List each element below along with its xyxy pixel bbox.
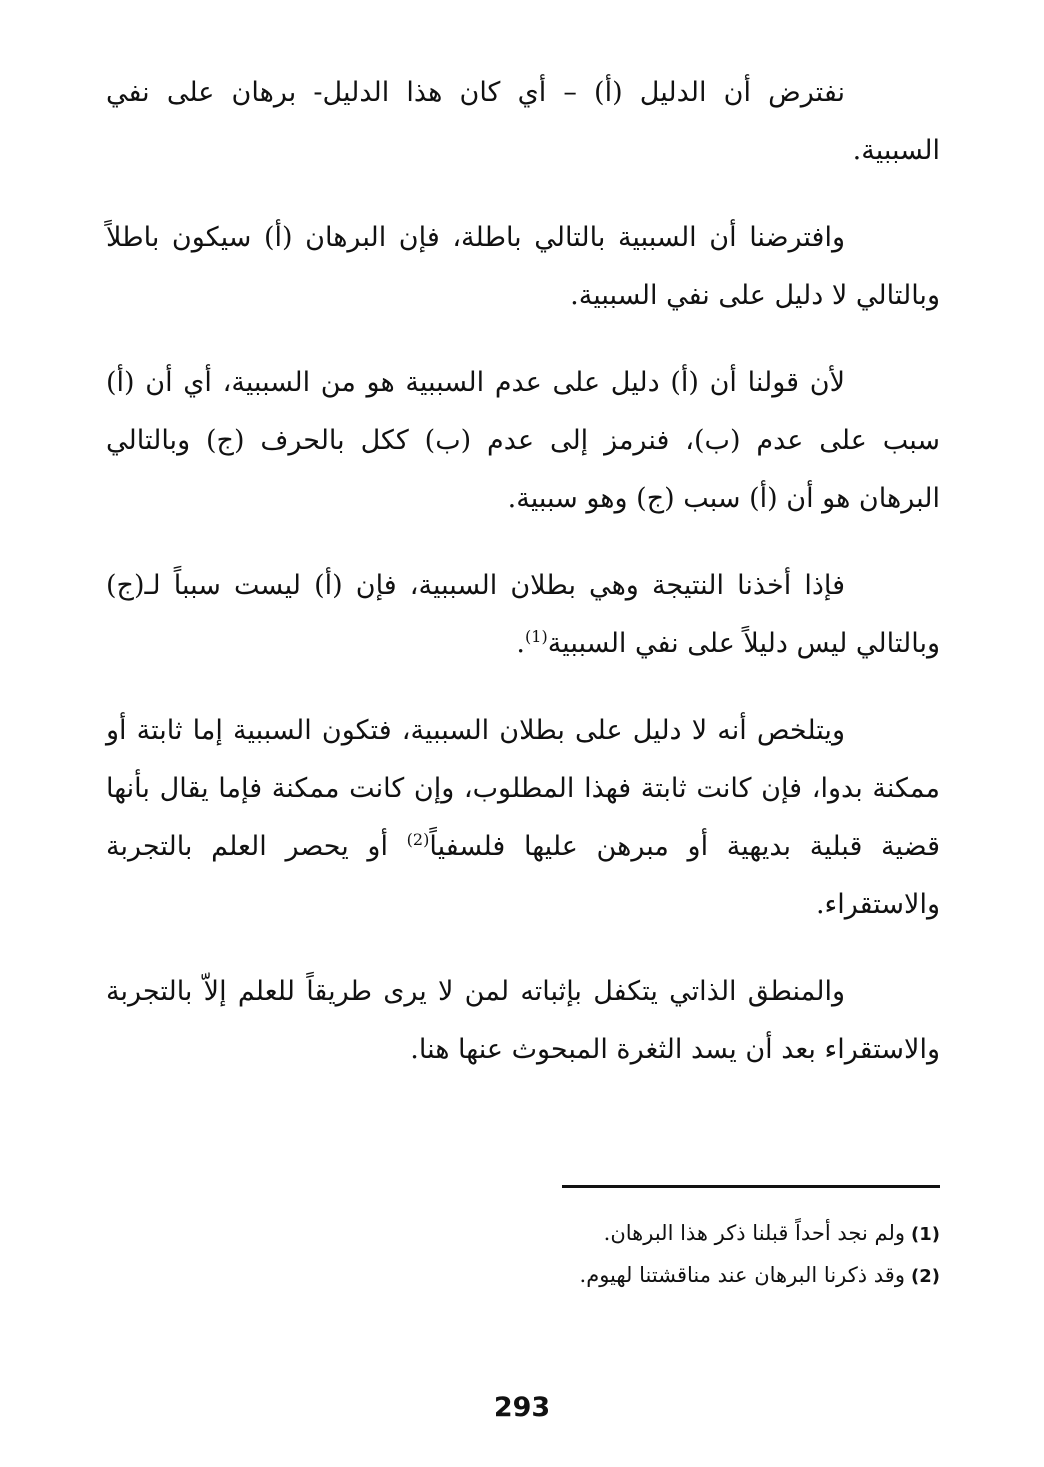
paragraph-4 — [106, 557, 940, 673]
footnote-number: (2) — [911, 1266, 940, 1287]
paragraph-3: لأن قولنا أن (أ) دليل على عدم السببية هو من السببية، أي أن (أ) سبب على عدم (ب)، فنرمز إلى عدم (ب) ككل بالحرف (ج) وبالتالي البرهان هو أن (أ) سبب (ج) وهو سببية. — [106, 367, 940, 514]
paragraph-4-text: فإذا أخذنا النتيجة وهي بطلان السببية، فإن (أ) ليست سبباً لـ(ج) وبالتالي ليس دليلاً على نفي السببية — [106, 570, 940, 659]
page-number: 293 — [493, 1392, 551, 1423]
paragraph-5-text-after: أو يحصر العلم بالتجربة والاستقراء. — [106, 831, 940, 920]
footnotes — [300, 1215, 940, 1299]
paragraph-2: وافترضنا أن السببية بالتالي باطلة، فإن البرهان (أ) سيكون باطلاً وبالتالي لا دليل على نفي السببية. — [106, 222, 940, 311]
footnote-2 — [300, 1257, 940, 1295]
footnote-text: وقد ذكرنا البرهان عند مناقشتنا لهيوم. — [579, 1263, 905, 1287]
paragraph-6: والمنطق الذاتي يتكفل بإثباته لمن لا يرى طريقاً للعلم إلاّ بالتجربة والاستقراء بعد أن يسد الثغرة المبحوث عنها هنا. — [106, 976, 940, 1065]
paragraph-4-end: . — [516, 628, 526, 659]
paragraph-5-text-before: ويتلخص أنه لا دليل على بطلان السببية، فتكون السببية إما ثابتة أو ممكنة بدوا، فإن كانت ثابتة فهذا المطلوب، وإن كانت ممكنة فإما يقال بأنها قضية قبلية بديهية أو مبرهن عليها فلسفياً — [106, 715, 940, 862]
footnote-1 — [300, 1215, 940, 1253]
footnote-divider — [562, 1185, 940, 1188]
footnote-ref-1: (1) — [525, 627, 548, 646]
footnote-ref-2: (2) — [406, 830, 430, 849]
paragraph-1: نفترض أن الدليل (أ) – أي كان هذا الدليل- برهان على نفي السببية. — [106, 77, 940, 166]
paragraph-5 — [106, 702, 940, 934]
footnote-number: (1) — [911, 1224, 940, 1245]
footnote-text: ولم نجد أحداً قبلنا ذكر هذا البرهان. — [603, 1221, 905, 1245]
main-text — [106, 64, 940, 1108]
